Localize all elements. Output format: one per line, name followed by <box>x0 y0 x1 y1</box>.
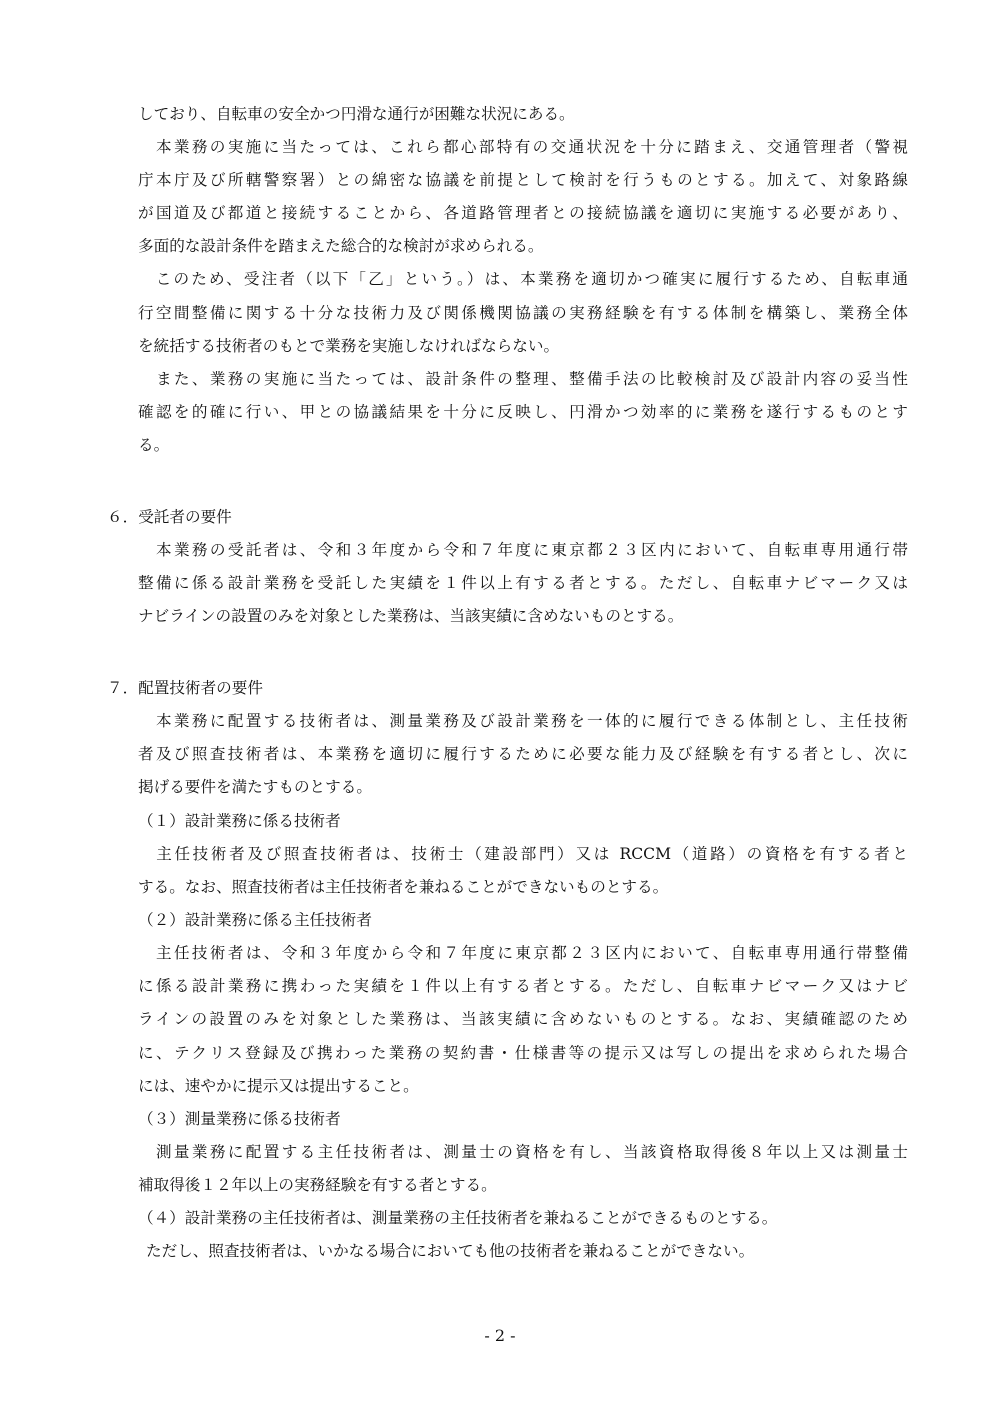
paragraph-line: が国道及び都道と接続することから、各道路管理者との接続協議を適切に実施する必要があり、 <box>138 204 908 222</box>
paragraph-line: る。 <box>138 436 170 454</box>
paragraph-line: 主任技術者は、令和３年度から令和７年度に東京都２３区内において、自転車専用通行帯整備 <box>138 944 908 962</box>
paragraph-line: には、速やかに提示又は提出すること。 <box>138 1077 419 1095</box>
paragraph-line: 多面的な設計条件を踏まえた総合的な検討が求められる。 <box>138 237 544 255</box>
paragraph-line: に、テクリス登録及び携わった業務の契約書・仕様書等の提示又は写しの提出を求められた場合 <box>138 1044 908 1062</box>
section-heading: ６．受託者の要件 <box>107 508 232 526</box>
paragraph-line: 行空間整備に関する十分な技術力及び関係機関協議の実務経験を有する体制を構築し、業務全体 <box>138 304 908 322</box>
paragraph-line: 掲げる要件を満たすものとする。 <box>138 778 372 796</box>
paragraph-line: を統括する技術者のもとで業務を実施しなければならない。 <box>138 337 560 355</box>
paragraph-line: ラインの設置のみを対象とした業務は、当該実績に含めないものとする。なお、実績確認のため <box>138 1010 908 1028</box>
paragraph-line: 本業務に配置する技術者は、測量業務及び設計業務を一体的に履行できる体制とし、主任技術 <box>138 712 908 730</box>
paragraph-line: 測量業務に配置する主任技術者は、測量士の資格を有し、当該資格取得後８年以上又は測量士 <box>138 1143 908 1161</box>
paragraph-line: 庁本庁及び所轄警察署）との綿密な協議を前提として検討を行うものとする。加えて、対象路線 <box>138 171 908 189</box>
item-title: （２）設計業務に係る主任技術者 <box>138 911 372 929</box>
paragraph-line: 補取得後１２年以上の実務経験を有する者とする。 <box>138 1176 497 1194</box>
paragraph-line: 者及び照査技術者は、本業務を適切に履行するために必要な能力及び経験を有する者とし、次に <box>138 745 908 763</box>
section-heading: ７．配置技術者の要件 <box>107 679 263 697</box>
paragraph-line: このため、受注者（以下「乙」という。）は、本業務を適切かつ確実に履行するため、自転車通 <box>138 270 908 288</box>
paragraph-line: また、業務の実施に当たっては、設計条件の整理、整備手法の比較検討及び設計内容の妥当性 <box>138 370 908 388</box>
paragraph-line: 確認を的確に行い、甲との協議結果を十分に反映し、円滑かつ効率的に業務を遂行するものとす <box>138 403 908 421</box>
paragraph-line: に係る設計業務に携わった実績を１件以上有する者とする。ただし、自転車ナビマーク又はナビ <box>138 977 908 995</box>
paragraph-line: 整備に係る設計業務を受託した実績を１件以上有する者とする。ただし、自転車ナビマーク又は <box>138 574 908 592</box>
paragraph-line: 主任技術者及び照査技術者は、技術士（建設部門）又は RCCM（道路）の資格を有する者と <box>138 845 908 863</box>
paragraph-line: 本業務の実施に当たっては、これら都心部特有の交通状況を十分に踏まえ、交通管理者（警視 <box>138 138 908 156</box>
item-title: （１）設計業務に係る技術者 <box>138 812 341 830</box>
paragraph-line: ただし、照査技術者は、いかなる場合においても他の技術者を兼ねることができない。 <box>146 1242 755 1260</box>
paragraph-line: ナビラインの設置のみを対象とした業務は、当該実績に含めないものとする。 <box>138 607 684 625</box>
item-title: （３）測量業務に係る技術者 <box>138 1110 341 1128</box>
item-title: （４）設計業務の主任技術者は、測量業務の主任技術者を兼ねることができるものとする。 <box>138 1209 778 1227</box>
page-number: - 2 - <box>484 1326 516 1345</box>
paragraph-line: しており、自転車の安全かつ円滑な通行が困難な状況にある。 <box>138 105 575 123</box>
paragraph-line: 本業務の受託者は、令和３年度から令和７年度に東京都２３区内において、自転車専用通行帯 <box>138 541 908 559</box>
paragraph-line: する。なお、照査技術者は主任技術者を兼ねることができないものとする。 <box>138 878 669 896</box>
